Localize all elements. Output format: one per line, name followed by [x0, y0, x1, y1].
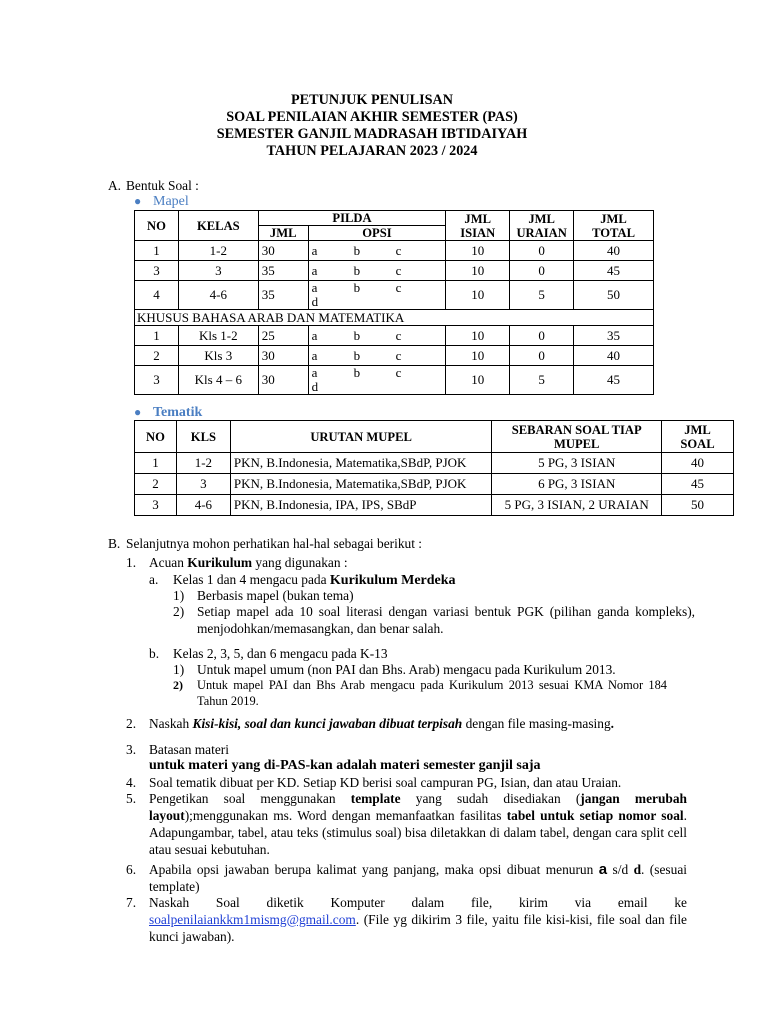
cell-kelas: Kls 3 — [178, 346, 258, 366]
item-5-text: Pengetikan soal menggunakan template yang sudah disediakan (jangan merubah layout);menggunakan ms. Word dengan memanfaatkan fasilitas tabel untuk setiap nomor soal. Adapungambar, tabel, atau teks (stimulus soal) bisa diletakkan di dalam tabel, dengan cara split cell atau sesuai kebutuhan. — [149, 791, 687, 857]
table-row — [135, 281, 654, 310]
cell-no: 3 — [135, 261, 179, 281]
table-row — [135, 241, 654, 261]
cell-jml: 30 — [258, 241, 308, 261]
item-2-text: Naskah Kisi-kisi, soal dan kunci jawaban dibuat terpisah dengan file masing-masing. — [149, 716, 615, 731]
header-sebaran: SEBARAN SOAL TIAP MUPEL — [492, 421, 662, 453]
cell-urutan: PKN, B.Indonesia, Matematika,SBdP, PJOK — [230, 453, 492, 474]
item-1b-point-1: Untuk mapel umum (non PAI dan Bhs. Arab) mengacu pada Kurikulum 2013. — [197, 662, 616, 677]
cell-kelas: 3 — [178, 261, 258, 281]
item-4-text: Soal tematik dibuat per KD. Setiap KD berisi soal campuran PG, Isian, dan atau Uraian. — [149, 775, 622, 790]
mapel-table — [134, 210, 654, 395]
item-1b-label: b. — [149, 646, 160, 661]
item-1a-text: Kelas 1 dan 4 mengacu pada Kurikulum Merdeka — [173, 572, 456, 588]
table-row — [135, 346, 654, 366]
cell-no: 1 — [135, 241, 179, 261]
cell-total: 40 — [574, 241, 654, 261]
section-a-label: A. — [108, 178, 122, 193]
item-1b-point-2: Untuk mapel PAI dan Bhs Arab mengacu pada Kurikulum 2013 sesuai KMA Nomor 184 Tahun 2019. — [197, 678, 667, 708]
item-3-bold-line: untuk materi yang di-PAS-kan adalah materi semester ganjil saja — [149, 758, 541, 773]
item-3-text: Batasan materi — [149, 742, 229, 757]
header-jml-soal: JML SOAL — [662, 421, 734, 453]
cell-uraian: 5 — [510, 281, 574, 310]
cell-jml: 50 — [662, 495, 734, 516]
cell-opsi: a b cd — [308, 366, 446, 395]
cell-uraian: 0 — [510, 261, 574, 281]
item-1b-text: Kelas 2, 3, 5, dan 6 mengacu pada K-13 — [173, 646, 388, 661]
cell-no: 2 — [135, 346, 179, 366]
cell-total: 40 — [574, 346, 654, 366]
special-label-row — [135, 310, 654, 326]
cell-kelas: 4-6 — [178, 281, 258, 310]
cell-no: 3 — [135, 495, 177, 516]
cell-isian: 10 — [446, 366, 510, 395]
item-1-number: 1. — [126, 555, 137, 570]
tematik-heading: Tematik — [153, 405, 203, 420]
cell-sebaran: 6 PG, 3 ISIAN — [492, 474, 662, 495]
header-pilda: PILDA — [258, 211, 446, 226]
mapel-heading: Mapel — [153, 194, 189, 209]
email-link[interactable]: soalpenilaiankkm1mismg@gmail.com — [149, 912, 356, 927]
cell-uraian: 0 — [510, 346, 574, 366]
section-a-text: Bentuk Soal : — [126, 178, 199, 193]
header-no: NO — [135, 421, 177, 453]
cell-sebaran: 5 PG, 3 ISIAN, 2 URAIAN — [492, 495, 662, 516]
header-jml: JML — [258, 226, 308, 241]
table-row — [135, 495, 734, 516]
header-kls: KLS — [176, 421, 230, 453]
cell-sebaran: 5 PG, 3 ISIAN — [492, 453, 662, 474]
title-line-2: SOAL PENILAIAN AKHIR SEMESTER (PAS) — [226, 109, 518, 125]
item-1a-point-2: Setiap mapel ada 10 soal literasi dengan variasi bentuk PGK (pilihan ganda kompleks), menjodohkan/memasangkan, dan benar salah. — [197, 604, 695, 636]
cell-kelas: Kls 4 – 6 — [178, 366, 258, 395]
cell-no: 4 — [135, 281, 179, 310]
cell-isian: 10 — [446, 261, 510, 281]
title-line-1: PETUNJUK PENULISAN — [291, 92, 453, 108]
table-row — [135, 366, 654, 395]
item-1b-point-1-number: 1) — [173, 662, 185, 677]
cell-kls: 3 — [176, 474, 230, 495]
item-7-number: 7. — [126, 895, 137, 910]
cell-no: 2 — [135, 474, 177, 495]
item-1a-label: a. — [149, 572, 159, 587]
tematik-header-row — [135, 421, 734, 453]
cell-kls: 4-6 — [176, 495, 230, 516]
item-7-text: Naskah Soal diketik Komputer dalam file, kirim via email ke soalpenilaiankkm1mismg@gmail.com. (File yg dikirim 3 file, yaitu file kisi-kisi, file soal dan file kunci jawaban). — [149, 895, 687, 944]
special-label: KHUSUS BAHASA ARAB DAN MATEMATIKA — [135, 310, 654, 326]
item-1a-point-1-number: 1) — [173, 588, 185, 603]
cell-jml: 35 — [258, 261, 308, 281]
cell-opsi: a b c — [308, 326, 446, 346]
cell-opsi: a b c — [308, 261, 446, 281]
bullet-icon: ● — [134, 194, 142, 208]
cell-opsi: a b c — [308, 241, 446, 261]
cell-urutan: PKN, B.Indonesia, Matematika,SBdP, PJOK — [230, 474, 492, 495]
table-row — [135, 261, 654, 281]
title-line-4: TAHUN PELAJARAN 2023 / 2024 — [266, 143, 478, 159]
cell-no: 3 — [135, 366, 179, 395]
cell-total: 45 — [574, 366, 654, 395]
cell-isian: 10 — [446, 281, 510, 310]
item-1a-point-2-number: 2) — [173, 604, 185, 619]
cell-jml: 35 — [258, 281, 308, 310]
item-2-number: 2. — [126, 716, 137, 731]
item-6-text: Apabila opsi jawaban berupa kalimat yang panjang, maka opsi dibuat menurun a s/d d. (sesuai template) — [149, 861, 687, 894]
cell-total: 45 — [574, 261, 654, 281]
header-opsi: OPSI — [308, 226, 446, 241]
header-no: NO — [135, 211, 179, 241]
cell-jml: 45 — [662, 474, 734, 495]
table-row — [135, 474, 734, 495]
cell-uraian: 0 — [510, 326, 574, 346]
section-b-intro: Selanjutnya mohon perhatikan hal-hal sebagai berikut : — [126, 536, 422, 551]
cell-isian: 10 — [446, 346, 510, 366]
header-jml-isian: JML ISIAN — [446, 211, 510, 241]
header-jml-uraian: JML URAIAN — [510, 211, 574, 241]
cell-no: 1 — [135, 453, 177, 474]
item-5-number: 5. — [126, 791, 137, 806]
item-1a-point-1: Berbasis mapel (bukan tema) — [197, 588, 354, 603]
title-line-3: SEMESTER GANJIL MADRASAH IBTIDAIYAH — [216, 126, 528, 142]
table-row — [135, 326, 654, 346]
cell-uraian: 5 — [510, 366, 574, 395]
cell-kls: 1-2 — [176, 453, 230, 474]
section-b-label: B. — [108, 536, 121, 551]
cell-total: 50 — [574, 281, 654, 310]
item-1-text: Acuan Kurikulum yang digunakan : — [149, 555, 348, 570]
cell-uraian: 0 — [510, 241, 574, 261]
item-4-number: 4. — [126, 775, 137, 790]
item-3-number: 3. — [126, 742, 137, 757]
cell-isian: 10 — [446, 241, 510, 261]
cell-total: 35 — [574, 326, 654, 346]
cell-opsi: a b c — [308, 346, 446, 366]
cell-jml: 25 — [258, 326, 308, 346]
cell-isian: 10 — [446, 326, 510, 346]
cell-no: 1 — [135, 326, 179, 346]
header-kelas: KELAS — [178, 211, 258, 241]
bullet-icon: ● — [134, 405, 142, 419]
cell-kelas: 1-2 — [178, 241, 258, 261]
cell-jml: 30 — [258, 366, 308, 395]
mapel-header-row — [135, 211, 654, 226]
header-urutan: URUTAN MUPEL — [230, 421, 492, 453]
cell-opsi: a b cd — [308, 281, 446, 310]
cell-jml: 30 — [258, 346, 308, 366]
tematik-table — [134, 420, 734, 516]
item-6-number: 6. — [126, 862, 137, 877]
header-jml-total: JML TOTAL — [574, 211, 654, 241]
table-row — [135, 453, 734, 474]
cell-kelas: Kls 1-2 — [178, 326, 258, 346]
cell-jml: 40 — [662, 453, 734, 474]
cell-urutan: PKN, B.Indonesia, IPA, IPS, SBdP — [230, 495, 492, 516]
item-1b-point-2-number: 2) — [173, 678, 183, 692]
